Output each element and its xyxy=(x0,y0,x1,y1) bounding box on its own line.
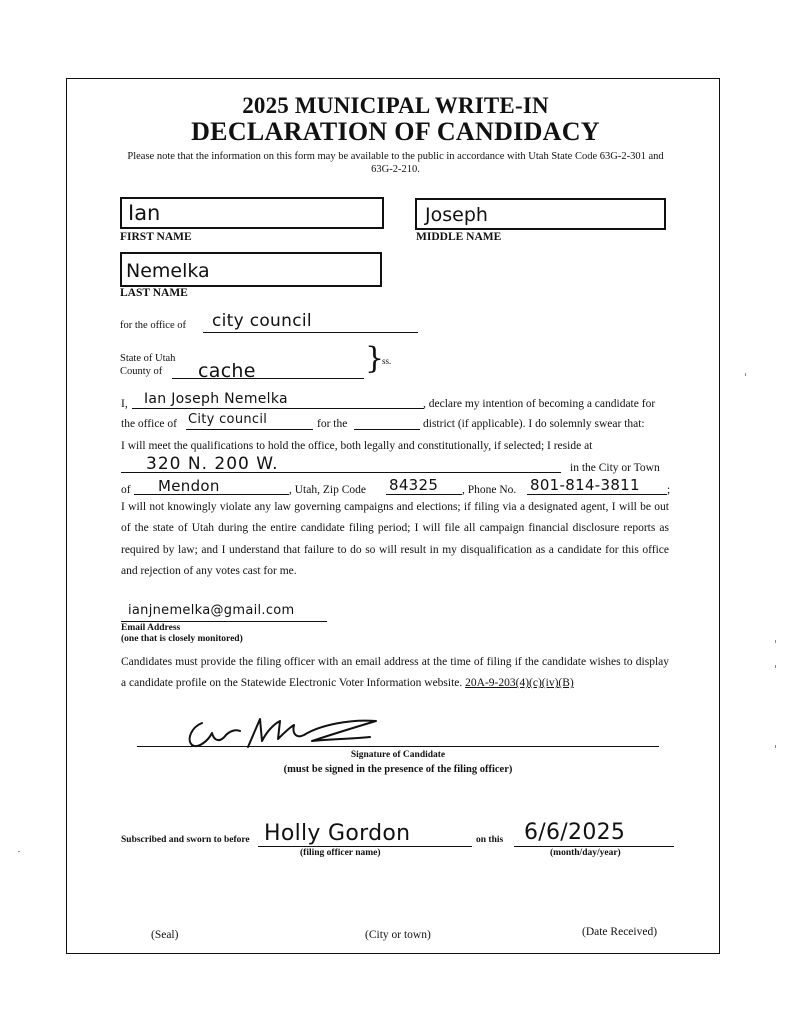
zip-line xyxy=(386,494,462,495)
declared-office-line xyxy=(186,429,313,430)
signature-label: Signature of Candidate xyxy=(350,750,446,760)
form-title: DECLARATION OF CANDIDACY xyxy=(191,117,600,146)
email-requirement xyxy=(121,652,669,695)
qualifications-text: I will meet the qualifications to hold the office, both legally and constitutionally, if selected; I reside at xyxy=(121,440,593,452)
district-text: district (if applicable). I do solemnly swear that: xyxy=(423,418,645,430)
oath-text: I will not knowingly violate any law governing campaigns and elections; if filing via a designated agent, I will be out of the state of Utah during the entire candidate filing period; I will file all campaign financial disclosure reports as required by law; and I understand that failure to do so will result in my disqualification as a candidate for this office and rejection of any votes cast for me. xyxy=(121,501,669,577)
officer-line xyxy=(258,846,472,847)
middle-name-label: MIDDLE NAME xyxy=(416,231,502,243)
phone-value[interactable]: 801-814-3811 xyxy=(530,476,640,494)
brace-icon: } xyxy=(365,341,385,376)
privacy-notice: Please note that the information on this form may be available to the public in accordance with Utah State Code 63G-2-301 and 63G-2-210. xyxy=(127,151,664,175)
signature-note: (must be signed in the presence of the filing officer) xyxy=(283,764,513,775)
county-value[interactable]: cache xyxy=(198,360,256,382)
office-value[interactable]: city council xyxy=(212,311,312,331)
officer-label: (filing officer name) xyxy=(300,848,381,858)
first-name-label: FIRST NAME xyxy=(120,231,192,243)
middle-name-value: Joseph xyxy=(425,204,488,226)
first-name-value: Ian xyxy=(128,201,161,225)
signature-line[interactable] xyxy=(137,746,659,747)
declared-office-value[interactable]: City council xyxy=(188,412,268,427)
email-requirement-text: Candidates must provide the filing officer with an email address at the time of filing if the candidate wishes to display a candidate profile on the Statewide Electronic Voter Information website. xyxy=(121,656,669,690)
on-this-label: on this xyxy=(476,835,504,845)
sworn-label: Subscribed and sworn to before xyxy=(121,835,250,845)
last-name-value: Nemelka xyxy=(126,260,210,282)
last-name-label: LAST NAME xyxy=(120,287,188,299)
officer-value[interactable]: Holly Gordon xyxy=(264,821,411,846)
semicolon: ; xyxy=(667,484,671,496)
i-label: I, xyxy=(121,398,128,410)
email-line xyxy=(121,621,327,622)
utah-zip-text: , Utah, Zip Code xyxy=(289,484,366,496)
declare-text: , declare my intention of becoming a candidate for xyxy=(423,398,656,410)
date-label: (month/day/year) xyxy=(550,848,621,858)
date-received-label: (Date Received) xyxy=(582,926,658,938)
county-label: County of xyxy=(120,366,163,377)
phone-line xyxy=(527,494,667,495)
address-value[interactable]: 320 N. 200 W. xyxy=(146,454,279,474)
email-note: (one that is closely monitored) xyxy=(121,634,243,644)
statute-citation-link[interactable]: 20A-9-203(4)(c)(iv)(B) xyxy=(465,677,574,690)
candidate-name-line xyxy=(132,408,424,409)
first-name-field[interactable] xyxy=(120,197,384,229)
candidate-signature xyxy=(180,705,410,755)
city-or-town-text: in the City or Town xyxy=(570,462,660,474)
district-line[interactable] xyxy=(354,429,420,430)
last-name-field[interactable] xyxy=(120,252,382,287)
ss-label: ss. xyxy=(382,356,392,366)
phone-label: , Phone No. xyxy=(462,484,517,496)
for-the-text: for the xyxy=(317,418,348,430)
form-title-year: 2025 MUNICIPAL WRITE-IN xyxy=(242,93,549,118)
zip-value[interactable]: 84325 xyxy=(389,476,439,494)
email-value[interactable]: ianjnemelka@gmail.com xyxy=(128,603,295,618)
city-value[interactable]: Mendon xyxy=(158,477,220,495)
city-label: (City or town) xyxy=(365,929,431,941)
date-line xyxy=(514,846,674,847)
office-prefix: the office of xyxy=(121,418,177,430)
candidate-name-value[interactable]: Ian Joseph Nemelka xyxy=(144,391,288,407)
office-line xyxy=(203,332,418,333)
office-label: for the office of xyxy=(120,320,186,331)
email-label: Email Address xyxy=(121,623,181,633)
date-value[interactable]: 6/6/2025 xyxy=(524,820,626,845)
of-label: of xyxy=(121,484,131,496)
middle-name-field[interactable] xyxy=(415,198,666,230)
seal-label: (Seal) xyxy=(151,929,179,941)
state-label: State of Utah xyxy=(120,353,176,364)
